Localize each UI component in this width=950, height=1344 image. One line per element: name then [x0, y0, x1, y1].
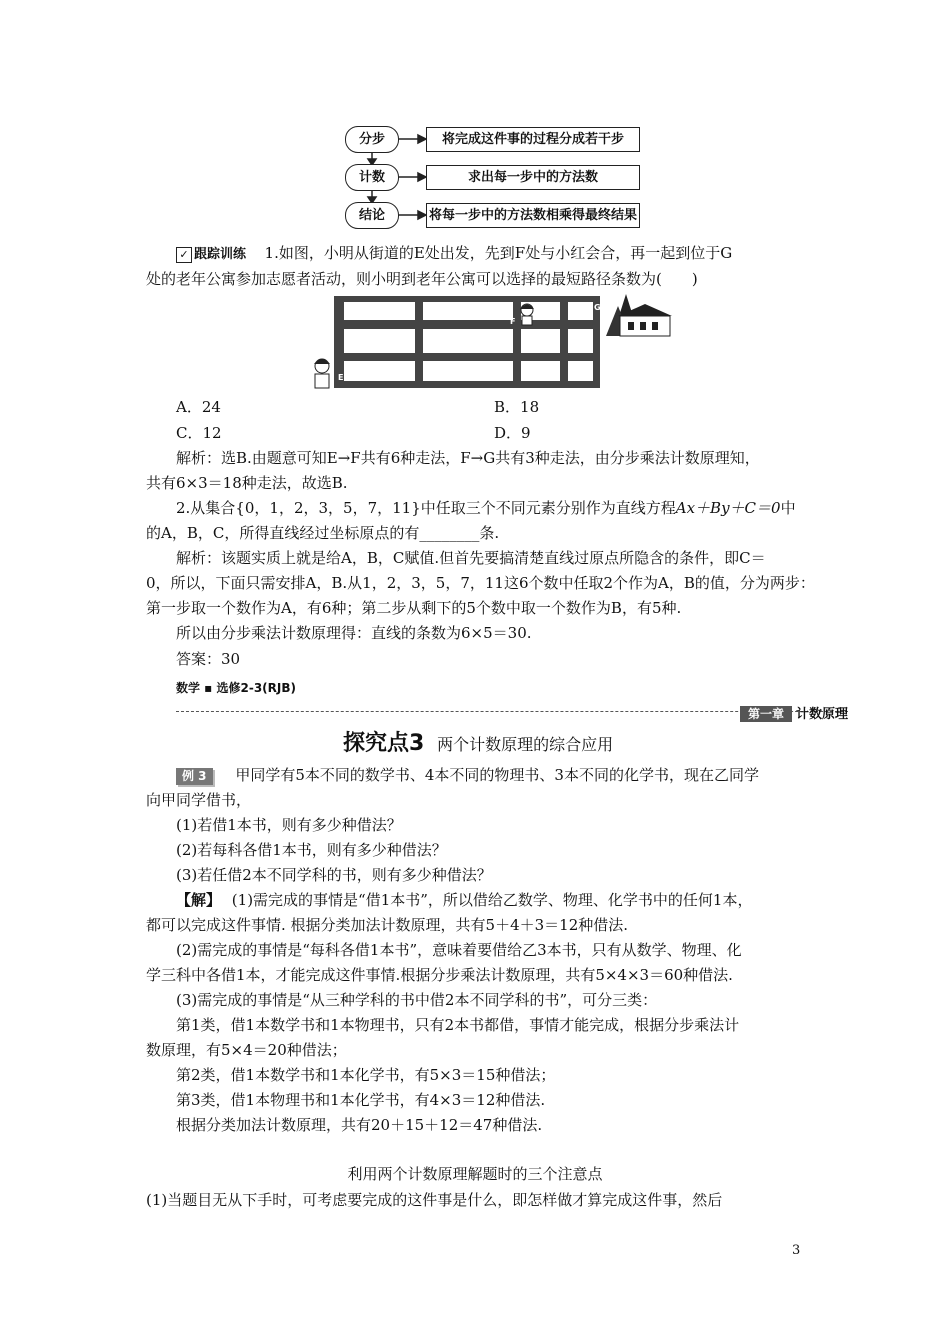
example-solution-2-cont: 学三科中各借1本，才能完成这件事情.根据分步乘法计数原理，共有5×4×3＝60种借法. — [146, 966, 733, 984]
section-subtitle: 两个计数原理的综合应用 — [437, 735, 614, 754]
page-number: 3 — [792, 1243, 801, 1258]
example-tag: 例 3 — [176, 768, 213, 785]
chapter-number: 第一章 — [740, 706, 792, 722]
solution-tag: 【解】 — [176, 891, 222, 909]
case-2: 第2类，借1本数学书和1本化学书，有5×3＝15种借法； — [176, 1066, 556, 1084]
case-total: 根据分类加法计数原理，共有20＋15＋12＝47种借法. — [176, 1116, 543, 1134]
option-b: B．18 — [494, 398, 540, 416]
person-icon — [314, 359, 330, 388]
option-c: C．12 — [176, 424, 222, 442]
example-sub-question-1: (1)若借1本书，则有多少种借法？ — [176, 816, 402, 834]
section-heading — [343, 729, 613, 760]
practice-question-1-cont: 处的老年公寓参加志愿者活动，则小明到老年公寓可以选择的最短路径条数为( ) — [146, 270, 698, 288]
practice-tag: ✓ 跟踪训练 — [176, 247, 251, 262]
example-solution-3: (3)需完成的事情是“从三种学科的书中借2本不同学科的书”，可分三类： — [176, 991, 658, 1009]
chapter-name: 计数原理 — [795, 707, 848, 722]
point-g-label: G — [594, 303, 601, 312]
option-a: A．24 — [176, 398, 221, 416]
practice-question-2-cont: 的A，B，C，所得直线经过坐标原点的有________条. — [146, 524, 500, 542]
option-d: D．9 — [494, 424, 531, 442]
point-e-label: E — [338, 373, 344, 382]
solution-2-cont-2: 第一步取一个数作为A，有6种；第二步从剩下的5个数中取一个数作为B，有5种. — [146, 599, 682, 617]
example-sub-question-3: (3)若任借2本不同学科的书，则有多少种借法？ — [176, 866, 492, 884]
nursing-home-icon — [606, 294, 672, 336]
flow-label-count: 计数 — [345, 164, 399, 191]
solution-2: 解析：该题实质上就是给A，B，C赋值.但首先要搞清楚直线过原点所隐含的条件，即C＝ — [176, 549, 766, 567]
practice-question-1: ✓ 跟踪训练 1.如图，小明从街道的E处出发，先到F处与小红会合，再一起到位于G — [176, 242, 732, 266]
section-title: 探究点3 — [343, 731, 425, 756]
example-question-cont: 向甲同学借书， — [146, 791, 252, 809]
flow-box-step: 将完成这件事的过程分成若干步 — [426, 127, 640, 152]
answer: 答案：30 — [176, 650, 241, 668]
flow-box-count: 求出每一步中的方法数 — [426, 165, 640, 190]
solution-1-cont: 共有6×3＝18种走法，故选B. — [146, 474, 348, 492]
example-solution-1-cont: 都可以完成这件事情. 根据分类加法计数原理，共有5＋4＋3＝12种借法. — [146, 916, 629, 934]
flow-label-conclusion: 结论 — [345, 202, 399, 229]
notes-line-1: (1)当题目无从下手时，可考虑要完成的这件事是什么，即怎样做才算完成这件事，然后 — [146, 1191, 723, 1209]
solution-2-conclusion: 所以由分步乘法计数原理得：直线的条数为6×5＝30. — [176, 624, 532, 642]
practice-question-2: 2.从集合{0，1，2，3，5，7，11}中任取三个不同元素分别作为直线方程Ax＋By＋C＝0中 — [176, 499, 796, 517]
street-map-figure — [300, 292, 680, 402]
case-1: 第1类，借1本数学书和1本物理书，只有2本书都借，事情才能完成，根据分步乘法计 — [176, 1016, 740, 1034]
example-solution-1: 【解】 (1)需完成的事情是“借1本书”，所以借给乙数学、物理、化学书中的任何1本， — [176, 891, 753, 909]
flow-label-step: 分步 — [345, 126, 399, 153]
notes-title: 利用两个计数原理解题时的三个注意点 — [347, 1165, 603, 1183]
solution-1: 解析：选B.由题意可知E→F共有6种走法，F→G共有3种走法，由分步乘法计数原理知， — [176, 449, 760, 467]
chapter-tag — [740, 703, 848, 722]
flow-box-conclusion: 将每一步中的方法数相乘得最终结果 — [426, 203, 640, 228]
example-question: 例 3 甲同学有5本不同的数学书、4本不同的物理书、3本不同的化学书，现在乙同学 — [176, 764, 759, 786]
point-f-label: F — [510, 317, 516, 326]
example-solution-2: (2)需完成的事情是“每科各借1本书”，意味着要借给乙3本书，只有从数学、物理、化 — [176, 941, 742, 959]
case-3: 第3类，借1本物理书和1本化学书，有4×3＝12种借法. — [176, 1091, 546, 1109]
solution-2-cont: 0，所以，下面只需安排A，B.从1，2，3，5，7，11这6个数中任取2个作为A，B的值，分为两步： — [146, 574, 815, 592]
case-1-cont: 数原理，有5×4＝20种借法； — [146, 1041, 347, 1059]
check-icon: ✓ — [176, 247, 192, 263]
book-header: 数学 ▪ 选修2-3(RJB) — [176, 681, 296, 695]
example-sub-question-2: (2)若每科各借1本书，则有多少种借法？ — [176, 841, 447, 859]
